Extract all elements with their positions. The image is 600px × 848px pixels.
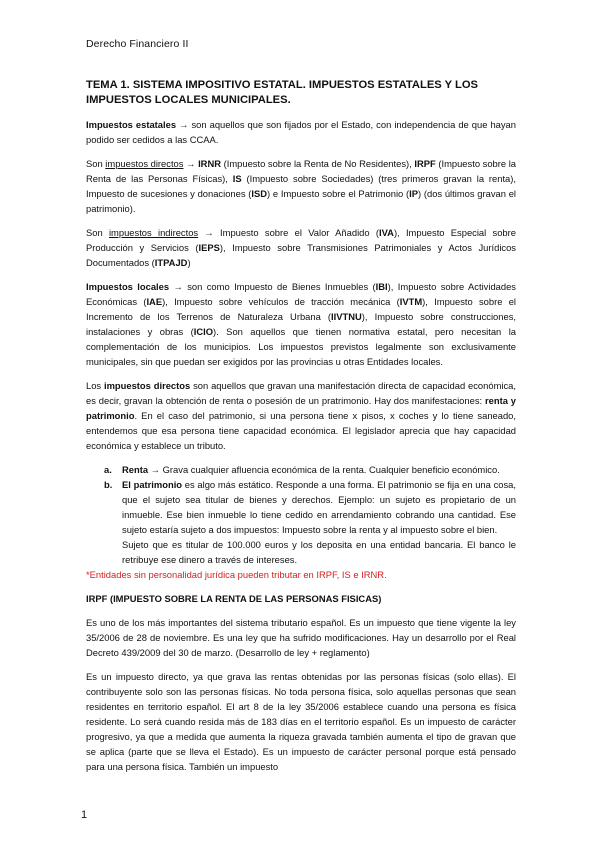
page-body (86, 78, 516, 783)
text: ), Impuesto sobre construcciones, instalaciones y obras ( (86, 311, 516, 337)
term: Impuestos locales (86, 281, 170, 292)
text: ). Son aquellos que tienen normativa estatal, pero necesitan la complementación de los municipios. Los impuestos previstos legalmente son exclusivamente municipales, sin que puedan ser exigidos por las provincias u otras Entidades locales. (86, 326, 516, 367)
text: . En el caso del patrimonio, si una persona tiene x pisos, x coches y lo tiene saneado, entendemos que esa persona tiene capacidad económica. El legislador aprecia que hay capacidad económica y establece un tributo. (86, 410, 516, 451)
acronym: IBI (375, 281, 388, 292)
text: → Grava cualquier afluencia económica de la renta. Cualquier beneficio económico. (148, 464, 500, 475)
paragraph-directos-definicion (86, 378, 516, 453)
text: (Impuesto sobre la Renta de las Personas Físicas), (86, 158, 516, 184)
paragraph-impuestos-indirectos (86, 225, 516, 270)
acronym: IAE (146, 296, 163, 307)
text: (Impuesto sobre la Renta de No Residentes), (221, 158, 415, 169)
text: ) (187, 257, 191, 268)
term: renta y patrimonio (86, 395, 516, 421)
list-marker: b. (104, 479, 113, 490)
manifestations-list (86, 462, 516, 537)
text: Son (86, 227, 109, 238)
running-header: Derecho Financiero II (86, 38, 189, 50)
acronym: ITPAJD (154, 257, 188, 268)
text: ) e Impuesto sobre el Patrimonio ( (267, 188, 410, 199)
list-item (86, 477, 516, 537)
list-marker: a. (104, 464, 112, 475)
arrow-text: → (183, 158, 199, 169)
text: ), Impuesto sobre el Incremento de los Terrenos de Naturaleza Urbana ( (86, 296, 516, 322)
acronym: IIVTNU (331, 311, 362, 322)
term: Impuestos estatales (86, 119, 177, 130)
red-note: *Entidades sin personalidad jurídica pueden tributar en IRPF, IS e IRNR. (86, 569, 387, 580)
term: impuestos directos (103, 380, 191, 391)
text: ), Impuesto sobre Actividades Económicas ( (86, 281, 516, 307)
acronym: IRNR (198, 158, 221, 169)
paragraph-impuestos-locales (86, 279, 516, 369)
paragraph-irpf-intro: Es uno de los más importantes del sistema tributario español. Es un impuesto que tiene vigente la ley 35/2006 de 28 de noviembre. Es una ley que ha sufrido modificaciones. Hay un desarrollo por el Real Decreto 439/2009 del 30 de marzo. (Desarrollo de ley + reglamento) (86, 617, 516, 658)
acronym: IEPS (198, 242, 220, 253)
term: Renta (122, 464, 149, 475)
text: son aquellos que gravan una manifestación directa de capacidad económica, es decir, gravan la obtención de renta o posesión de un pratrimonio. Hay dos manifestaciones: (86, 380, 516, 406)
text: ), Impuesto sobre vehículos de tracción mecánica ( (162, 296, 400, 307)
underlined-term: impuestos indirectos (108, 227, 199, 238)
acronym: ISD (251, 188, 268, 199)
page-number: 1 (81, 809, 88, 821)
acronym: IVA (379, 227, 394, 238)
section-title: IRPF (IMPUESTO SOBRE LA RENTA DE LAS PERSONAS FISICAS) (86, 593, 382, 604)
acronym: IVTM (399, 296, 423, 307)
chapter-title: TEMA 1. SISTEMA IMPOSITIVO ESTATAL. IMPUESTOS ESTATALES Y LOS IMPUESTOS LOCALES MUNICIPALES. (86, 79, 479, 106)
text: ), Impuesto Especial sobre Producción y Servicios ( (86, 227, 516, 253)
list-item (86, 462, 516, 477)
text: Son (86, 158, 106, 169)
paragraph-impuestos-estatales (86, 117, 516, 147)
text: (Impuesto sobre Sociedades) (tres primeros gravan la renta), Impuesto de sucesiones y donaciones ( (86, 173, 516, 199)
text: ) (dos últimos gravan el patrimonio). (86, 188, 516, 214)
underlined-term: impuestos directos (105, 158, 184, 169)
acronym: IS (232, 173, 242, 184)
acronym: IP (409, 188, 418, 199)
text: → Impuesto sobre el Valor Añadido ( (198, 227, 379, 238)
text: → son como Impuesto de Bienes Inmuebles ( (169, 281, 376, 292)
term: El patrimonio (122, 479, 183, 490)
paragraph-irpf-directo: Es un impuesto directo, ya que grava las rentas obtenidas por las personas físicas (solo ellas). El contribuyente solo son las personas físicas. No toda persona física, solo aquellas personas que sean residentes en territorio español. El art 8 de la ley 35/2006 establece cuando una persona es física residente. Lo será cuando resida más de 183 días en el territorio español. Es un impuesto de carácter progresivo, ya que a medida que aumenta la riqueza gravada también aumenta el tipo de gravan que se aplica (parte que se lleva el Estado). Es un impuesto de carácter personal porque está pensado para una persona física. También un impuesto (86, 671, 516, 772)
text: es algo más estático. Responde a una forma. El patrimonio se fija en una cosa, que el sujeto sea titular de bienes y derechos. Ejemplo: un sujeto es propietario de un inmueble. Ese bien inmueble lo tiene cedido en arrendamiento cobrando una cantidad. Ese sujeto estaría sujeto a dos impuestos: Impuesto sobre la renta y al impuesto sobre el bien. (122, 479, 516, 535)
acronym: IRPF (414, 158, 436, 169)
text: Los (86, 380, 104, 391)
text: → son aquellos que son fijados por el Estado, con independencia de que hayan podido ser cedidos a las CCAA. (86, 119, 516, 145)
text: ), Impuesto sobre Transmisiones Patrimoniales y Actos Jurídicos Documentados ( (86, 242, 516, 268)
paragraph-impuestos-directos-list (86, 156, 516, 216)
list-continuation: Sujeto que es titular de 100.000 euros y los deposita en una entidad bancaria. El banco le retribuye ese dinero a través de intereses. (122, 539, 516, 565)
acronym: ICIO (193, 326, 214, 337)
